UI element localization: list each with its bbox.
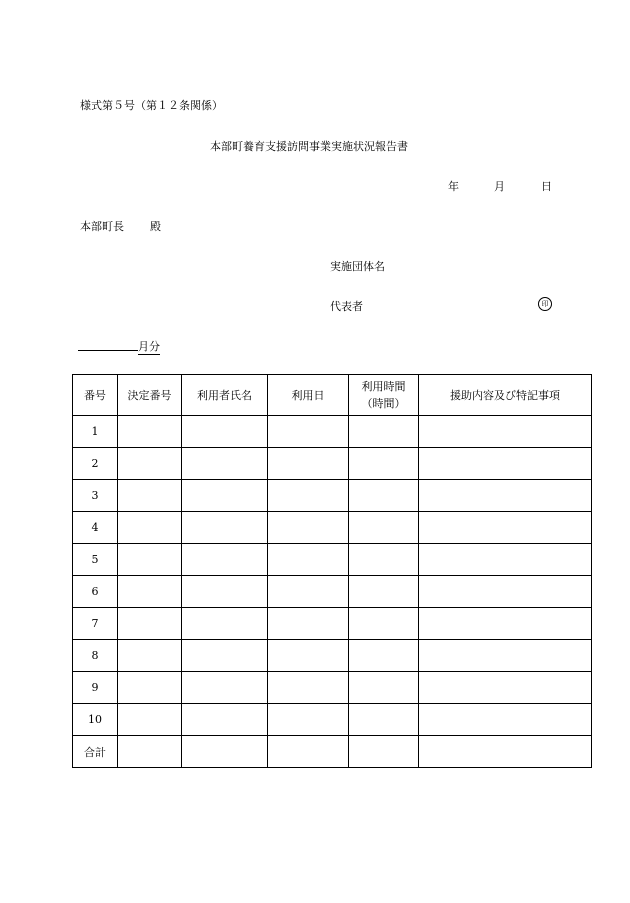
header-decision-no: 決定番号 [118, 375, 182, 416]
header-use-time-line2: （時間） [361, 397, 406, 410]
details-cell[interactable] [419, 480, 592, 512]
use-date-cell[interactable] [268, 736, 349, 768]
row-label: 8 [73, 640, 118, 672]
user-name-cell[interactable] [182, 640, 268, 672]
date-day-label: 日 [541, 180, 552, 193]
decision-no-cell[interactable] [118, 512, 182, 544]
details-cell[interactable] [419, 704, 592, 736]
row-label: 6 [73, 576, 118, 608]
details-cell[interactable] [419, 608, 592, 640]
decision-no-cell[interactable] [118, 416, 182, 448]
use-date-cell[interactable] [268, 608, 349, 640]
header-use-date: 利用日 [268, 375, 349, 416]
table-row [73, 416, 592, 448]
date-year-label: 年 [448, 180, 459, 193]
use-date-cell[interactable] [268, 640, 349, 672]
use-date-cell[interactable] [268, 672, 349, 704]
use-time-cell[interactable] [349, 608, 419, 640]
row-label: 9 [73, 672, 118, 704]
use-date-cell[interactable] [268, 704, 349, 736]
addressee-suffix: 殿 [150, 220, 161, 233]
header-use-time [349, 375, 419, 416]
details-cell[interactable] [419, 576, 592, 608]
use-time-cell[interactable] [349, 704, 419, 736]
user-name-cell[interactable] [182, 448, 268, 480]
use-date-cell[interactable] [268, 416, 349, 448]
decision-no-cell[interactable] [118, 608, 182, 640]
table-row [73, 448, 592, 480]
decision-no-cell[interactable] [118, 576, 182, 608]
row-label: 1 [73, 416, 118, 448]
details-cell[interactable] [419, 736, 592, 768]
details-cell[interactable] [419, 448, 592, 480]
table-row [73, 608, 592, 640]
user-name-cell[interactable] [182, 576, 268, 608]
details-cell[interactable] [419, 544, 592, 576]
use-time-cell[interactable] [349, 672, 419, 704]
decision-no-cell[interactable] [118, 704, 182, 736]
organization-name-label: 実施団体名 [330, 260, 385, 273]
table-row [73, 640, 592, 672]
decision-no-cell[interactable] [118, 448, 182, 480]
use-date-cell[interactable] [268, 576, 349, 608]
row-label: 4 [73, 512, 118, 544]
user-name-cell[interactable] [182, 416, 268, 448]
decision-no-cell[interactable] [118, 544, 182, 576]
use-time-cell[interactable] [349, 576, 419, 608]
user-name-cell[interactable] [182, 544, 268, 576]
row-label: 2 [73, 448, 118, 480]
table-row [73, 704, 592, 736]
decision-no-cell[interactable] [118, 736, 182, 768]
row-label: 3 [73, 480, 118, 512]
row-label: 合計 [73, 736, 118, 768]
table-row [73, 736, 592, 768]
decision-no-cell[interactable] [118, 480, 182, 512]
header-no: 番号 [73, 375, 118, 416]
table-row [73, 512, 592, 544]
table-header-row [73, 375, 592, 416]
user-name-cell[interactable] [182, 480, 268, 512]
use-time-cell[interactable] [349, 512, 419, 544]
details-cell[interactable] [419, 672, 592, 704]
decision-no-cell[interactable] [118, 640, 182, 672]
details-cell[interactable] [419, 416, 592, 448]
addressee: 本部町長 [80, 220, 124, 233]
seal-mark: 印 [538, 297, 552, 311]
form-number: 様式第５号（第１２条関係） [80, 99, 223, 112]
document-title: 本部町養育支援訪問事業実施状況報告書 [210, 140, 408, 153]
details-cell[interactable] [419, 640, 592, 672]
user-name-cell[interactable] [182, 704, 268, 736]
use-date-cell[interactable] [268, 480, 349, 512]
report-table [72, 374, 592, 768]
use-date-cell[interactable] [268, 544, 349, 576]
user-name-cell[interactable] [182, 512, 268, 544]
user-name-cell[interactable] [182, 608, 268, 640]
use-time-cell[interactable] [349, 736, 419, 768]
row-label: 7 [73, 608, 118, 640]
use-time-cell[interactable] [349, 480, 419, 512]
table-row [73, 544, 592, 576]
details-cell[interactable] [419, 512, 592, 544]
month-input-line[interactable] [78, 338, 138, 351]
use-time-cell[interactable] [349, 640, 419, 672]
representative-label: 代表者 [330, 300, 363, 313]
use-time-cell[interactable] [349, 544, 419, 576]
header-details: 援助内容及び特記事項 [419, 375, 592, 416]
row-label: 10 [73, 704, 118, 736]
header-use-time-line1: 利用時間 [361, 380, 406, 393]
table-row [73, 480, 592, 512]
use-date-cell[interactable] [268, 448, 349, 480]
date-month-label: 月 [494, 180, 505, 193]
use-time-cell[interactable] [349, 448, 419, 480]
use-date-cell[interactable] [268, 512, 349, 544]
user-name-cell[interactable] [182, 672, 268, 704]
use-time-cell[interactable] [349, 416, 419, 448]
header-user-name: 利用者氏名 [182, 375, 268, 416]
month-label: 月分 [138, 340, 160, 353]
table-row [73, 672, 592, 704]
row-label: 5 [73, 544, 118, 576]
user-name-cell[interactable] [182, 736, 268, 768]
table-row [73, 576, 592, 608]
decision-no-cell[interactable] [118, 672, 182, 704]
